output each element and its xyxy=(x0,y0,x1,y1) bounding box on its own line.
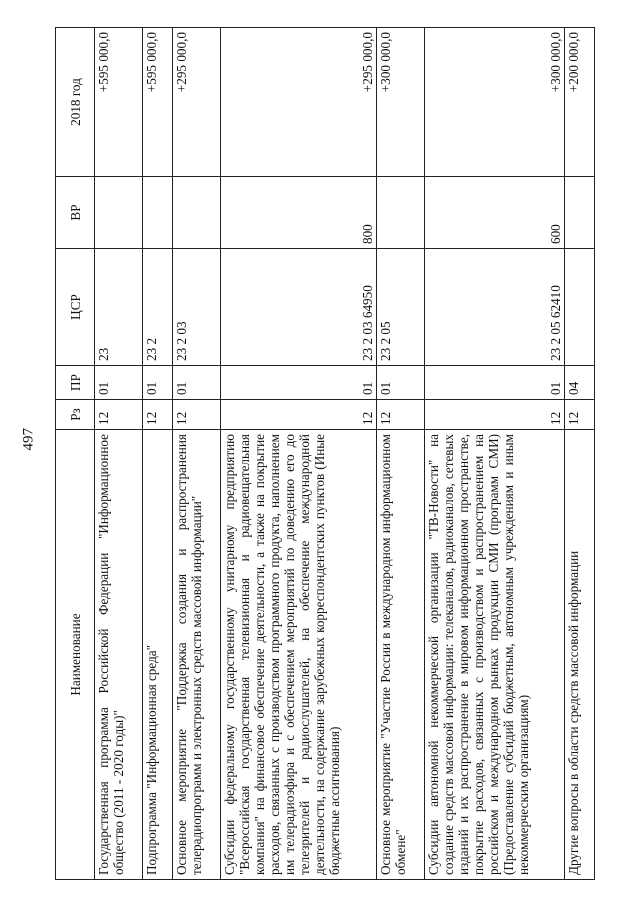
row-pr: 01 xyxy=(143,366,173,400)
rotated-page-content xyxy=(55,28,592,880)
row-vr xyxy=(377,177,425,249)
row-vr xyxy=(173,177,221,249)
row-amount: +200 000,0 xyxy=(565,28,595,177)
row-csr: 23 2 05 62410 xyxy=(425,249,565,366)
row-csr: 23 xyxy=(95,249,143,366)
header-pr: ПР xyxy=(56,366,95,400)
header-year: 2018 год xyxy=(56,28,95,177)
row-rz: 12 xyxy=(95,400,143,430)
row-csr: 23 2 03 64950 xyxy=(221,249,377,366)
row-name: Государственная программа Российской Федерации "Информационное общество (2011 - 2020 годы)" xyxy=(95,430,143,880)
row-csr xyxy=(565,249,595,366)
row-pr: 01 xyxy=(173,366,221,400)
row-name: Субсидии автономной некоммерческой организации "ТВ-Новости" на создание средств массовой информации: телеканалов, радиоканалов, сетевых изданий и их распространение в мировом информационном пространстве, покрытие расходов, связанных с производством и распространением на российском и международном рынках продукции СМИ (программ СМИ) (Предоставление субсидий бюджетным, автономным учреждениям и иным некоммерческим организациям) xyxy=(425,430,565,880)
row-vr: 800 xyxy=(221,177,377,249)
row-amount: +295 000,0 xyxy=(173,28,221,177)
row-pr: 01 xyxy=(221,366,377,400)
row-name: Субсидии федеральному государственному унитарному предприятию "Всероссийская государственная телевизионная и радиовещательная компания" на финансовое обеспечение деятельности, а также на покрытие расходов, связанных с производством программного продукта, наполнением им телерадиоэфира и с обеспечением мероприятий по доведению его до телезрителей и радиослушателей, на обеспечение международной деятельности, на содержание зарубежных корреспондентских пунктов (Иные бюджетные ассигнования) xyxy=(221,430,377,880)
row-rz: 12 xyxy=(221,400,377,430)
table-row xyxy=(173,28,221,880)
table-row xyxy=(377,28,425,880)
row-name: Основное мероприятие "Участие России в международном информационном обмене" xyxy=(377,430,425,880)
row-amount: +295 000,0 xyxy=(221,28,377,177)
row-rz: 12 xyxy=(565,400,595,430)
row-vr xyxy=(143,177,173,249)
row-pr: 01 xyxy=(95,366,143,400)
table-row xyxy=(95,28,143,880)
row-vr xyxy=(95,177,143,249)
row-pr: 01 xyxy=(425,366,565,400)
row-csr: 23 2 xyxy=(143,249,173,366)
row-amount: +595 000,0 xyxy=(95,28,143,177)
header-name: Наименование xyxy=(56,430,95,880)
row-amount: +595 000,0 xyxy=(143,28,173,177)
row-amount: +300 000,0 xyxy=(425,28,565,177)
header-rz: Рз xyxy=(56,400,95,430)
table-header-row xyxy=(56,28,95,880)
row-name: Основное мероприятие "Поддержка создания и распространения телерадиопрограмм и электронных средств массовой информации" xyxy=(173,430,221,880)
table-row xyxy=(565,28,595,880)
row-vr: 600 xyxy=(425,177,565,249)
row-csr: 23 2 05 xyxy=(377,249,425,366)
row-rz: 12 xyxy=(173,400,221,430)
header-vr: ВР xyxy=(56,177,95,249)
row-name: Другие вопросы в области средств массовой информации xyxy=(565,430,595,880)
header-csr: ЦСР xyxy=(56,249,95,366)
row-vr xyxy=(565,177,595,249)
page-number: 497 xyxy=(20,428,37,451)
row-pr: 01 xyxy=(377,366,425,400)
row-csr: 23 2 03 xyxy=(173,249,221,366)
row-name: Подпрограмма "Информационная среда" xyxy=(143,430,173,880)
row-rz: 12 xyxy=(425,400,565,430)
table-row xyxy=(143,28,173,880)
row-pr: 04 xyxy=(565,366,595,400)
budget-table xyxy=(55,27,595,880)
table-row xyxy=(425,28,565,880)
table-row xyxy=(221,28,377,880)
row-rz: 12 xyxy=(377,400,425,430)
row-rz: 12 xyxy=(143,400,173,430)
row-amount: +300 000,0 xyxy=(377,28,425,177)
